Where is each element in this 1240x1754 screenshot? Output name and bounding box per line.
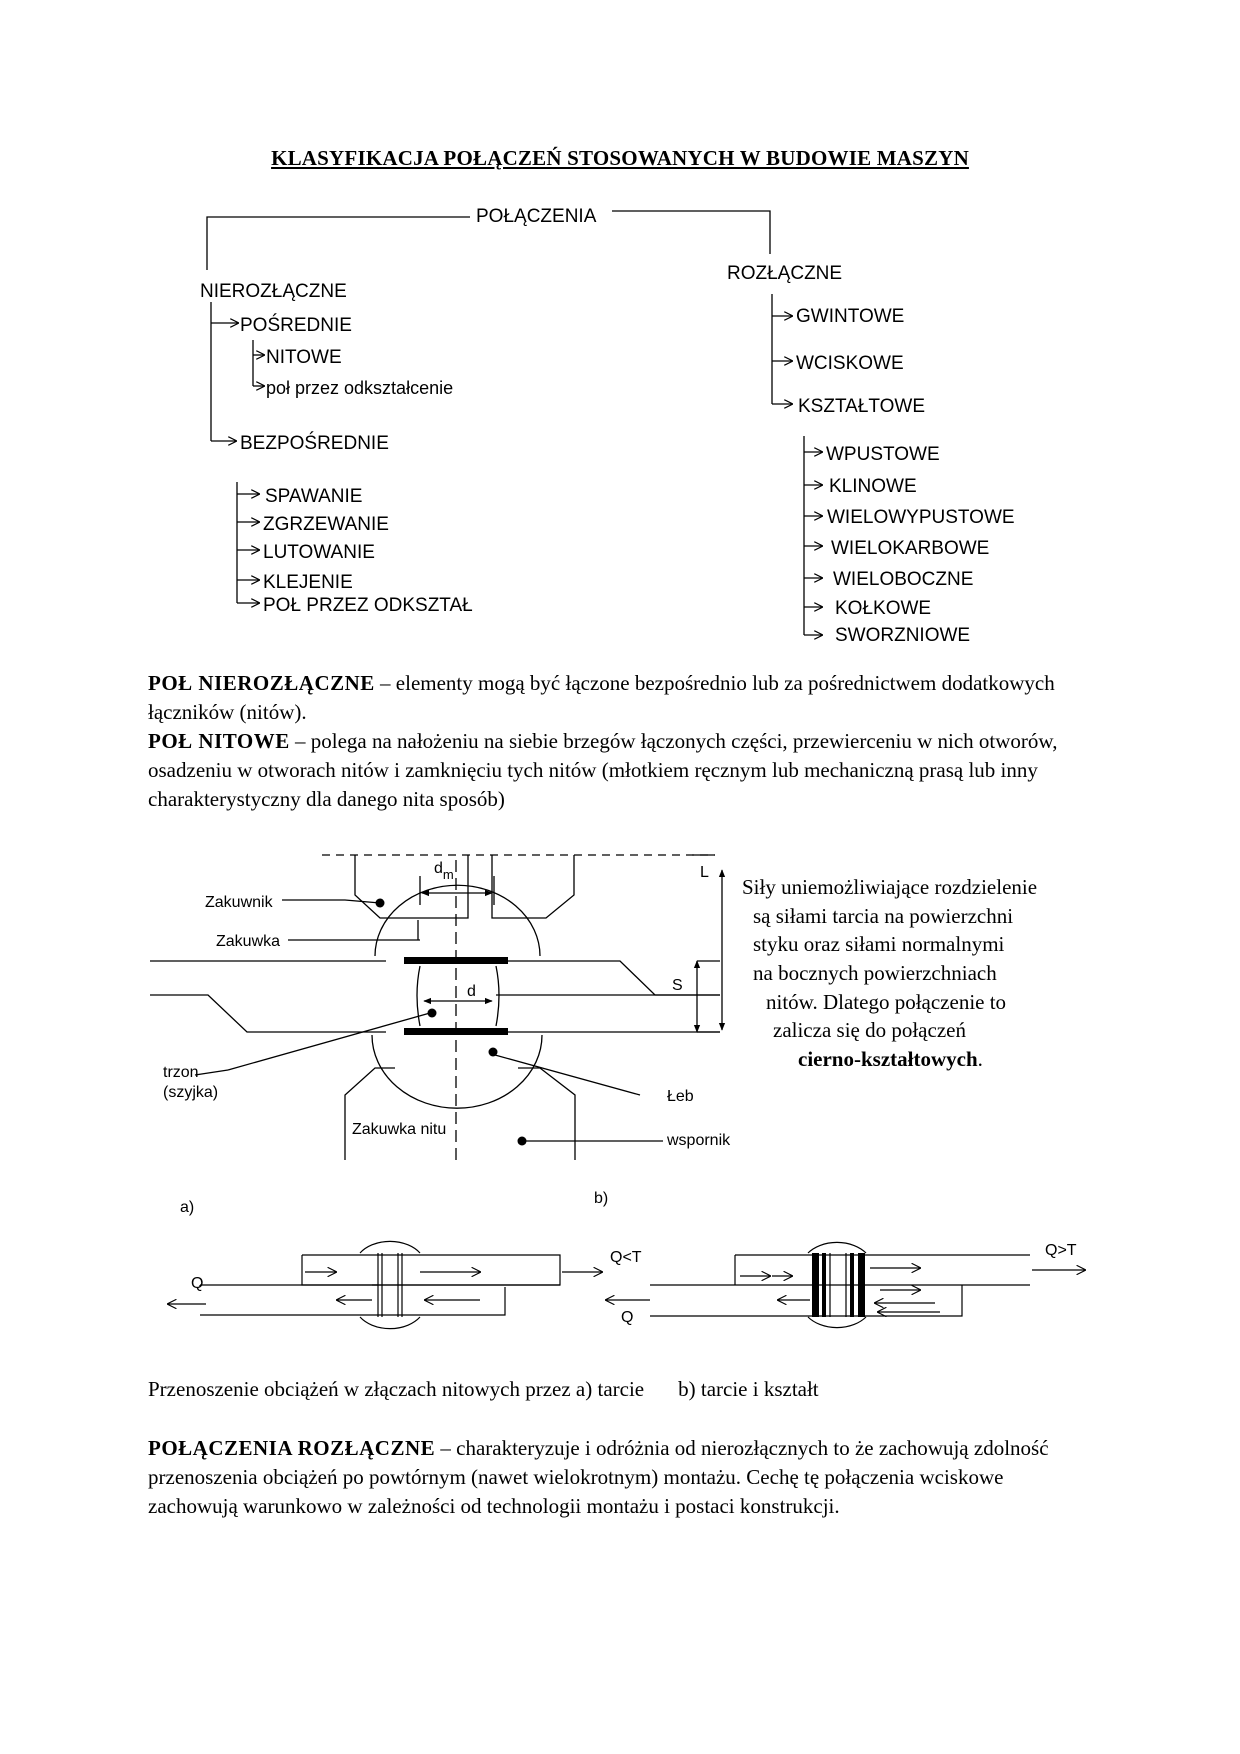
classification-tree bbox=[0, 0, 1240, 660]
side-line: na bocznych powierzchniach bbox=[753, 961, 997, 985]
tree-right-sub: KOŁKOWE bbox=[835, 598, 932, 619]
label-a: a) bbox=[180, 1199, 195, 1216]
tree-left-item: SPAWANIE bbox=[265, 486, 363, 507]
tree-right-sub: SWORZNIOWE bbox=[835, 625, 971, 646]
tree-right-sub: WIELOKARBOWE bbox=[831, 538, 990, 559]
label-zakuwka-nitu: Zakuwka nitu bbox=[352, 1121, 447, 1138]
tree-root: POŁĄCZENIA bbox=[476, 206, 597, 227]
tree-nitowe: NITOWE bbox=[266, 347, 342, 368]
side-line: styku oraz siłami normalnymi bbox=[753, 932, 1005, 956]
tree-left-item: POŁ PRZEZ ODKSZTAŁ bbox=[263, 595, 473, 616]
tree-right-sub: WIELOWYPUSTOWE bbox=[827, 507, 1015, 528]
label-qt-b: Q>T bbox=[1045, 1242, 1077, 1259]
side-line: są siłami tarcia na powierzchni bbox=[753, 904, 1014, 928]
term-nitowe: POŁ NITOWE bbox=[148, 729, 290, 753]
figure-caption: Przenoszenie obciążeń w złączach nitowych przez a) tarcie b) tarcie i kształt bbox=[148, 1377, 819, 1401]
paragraph-rozlaczne: POŁĄCZENIA ROZŁĄCZNE – charakteryzuje i odróżnia od nierozłącznych to że zachowują zdolność przenoszenia obciążeń po powtórnym (nawet wielokrotnym) montażu. Cechę tę połączenia wciskowe zachowują warunkowo w zależności od technologii montażu i postaci konstrukcji. bbox=[148, 1436, 1049, 1518]
tree-right-sub: WIELOBOCZNE bbox=[833, 569, 974, 590]
label-szyjka: (szyjka) bbox=[163, 1084, 219, 1101]
term-rozlaczne: POŁĄCZENIA ROZŁĄCZNE bbox=[148, 1436, 436, 1460]
side-line: zalicza się do połączeń bbox=[773, 1018, 966, 1042]
tree-left-item: LUTOWANIE bbox=[263, 542, 375, 563]
label-dm: $d_m$ bbox=[434, 860, 454, 882]
label-wspornik: wspornik bbox=[667, 1132, 731, 1149]
paragraph-nierozlaczne: POŁ NIEROZŁĄCZNE – elementy mogą być łączone bezpośrednio lub za pośrednictwem dodatkowych łączników (nitów). bbox=[148, 671, 1055, 724]
label-q-a: Q bbox=[191, 1275, 204, 1292]
tree-nierozlaczne: NIEROZŁĄCZNE bbox=[200, 281, 347, 302]
side-line-bold: cierno-kształtowych. bbox=[798, 1047, 983, 1071]
label-S: S bbox=[672, 977, 683, 994]
label-zakuwnik: Zakuwnik bbox=[205, 894, 273, 911]
tree-posrednie: POŚREDNIE bbox=[240, 315, 352, 336]
side-line: nitów. Dlatego połączenie to bbox=[766, 990, 1007, 1014]
tree-right-item: KSZTAŁTOWE bbox=[798, 396, 926, 417]
tree-rozlaczne: ROZŁĄCZNE bbox=[727, 263, 843, 284]
side-line: Siły uniemożliwiające rozdzielenie bbox=[742, 875, 1038, 899]
paragraph-nitowe: POŁ NITOWE – polega na nałożeniu na siebie brzegów łączonych części, przewierceniu w nich otworów, osadzeniu w otworach nitów i zamknięciu tych nitów (młotkiem ręcznym lub mechaniczną prasą lub inny charakterystyczny dla danego nita sposób) bbox=[148, 729, 1058, 811]
page-title: KLASYFIKACJA POŁĄCZEŃ STOSOWANYCH W BUDOWIE MASZYN bbox=[271, 146, 969, 170]
label-qt-a: Q<T bbox=[610, 1249, 642, 1266]
label-q-b: Q bbox=[621, 1309, 634, 1326]
tree-left-item: KLEJENIE bbox=[263, 572, 353, 593]
label-d: d bbox=[467, 983, 476, 1000]
tree-odksztalcenie: poł przez odkształcenie bbox=[266, 378, 454, 398]
label-b: b) bbox=[594, 1190, 609, 1207]
label-leb: Łeb bbox=[667, 1088, 694, 1105]
tree-right-item: WCISKOWE bbox=[796, 353, 904, 374]
term-nierozlaczne: POŁ NIEROZŁĄCZNE bbox=[148, 671, 375, 695]
label-L: L bbox=[700, 864, 709, 881]
tree-right-item: GWINTOWE bbox=[796, 306, 905, 327]
tree-bezposrednie: BEZPOŚREDNIE bbox=[240, 433, 389, 454]
label-trzon: trzon bbox=[163, 1064, 199, 1081]
tree-right-sub: KLINOWE bbox=[829, 476, 917, 497]
tree-right-sub: WPUSTOWE bbox=[826, 444, 940, 465]
tree-left-item: ZGRZEWANIE bbox=[263, 514, 389, 535]
label-zakuwka: Zakuwka bbox=[216, 933, 281, 950]
